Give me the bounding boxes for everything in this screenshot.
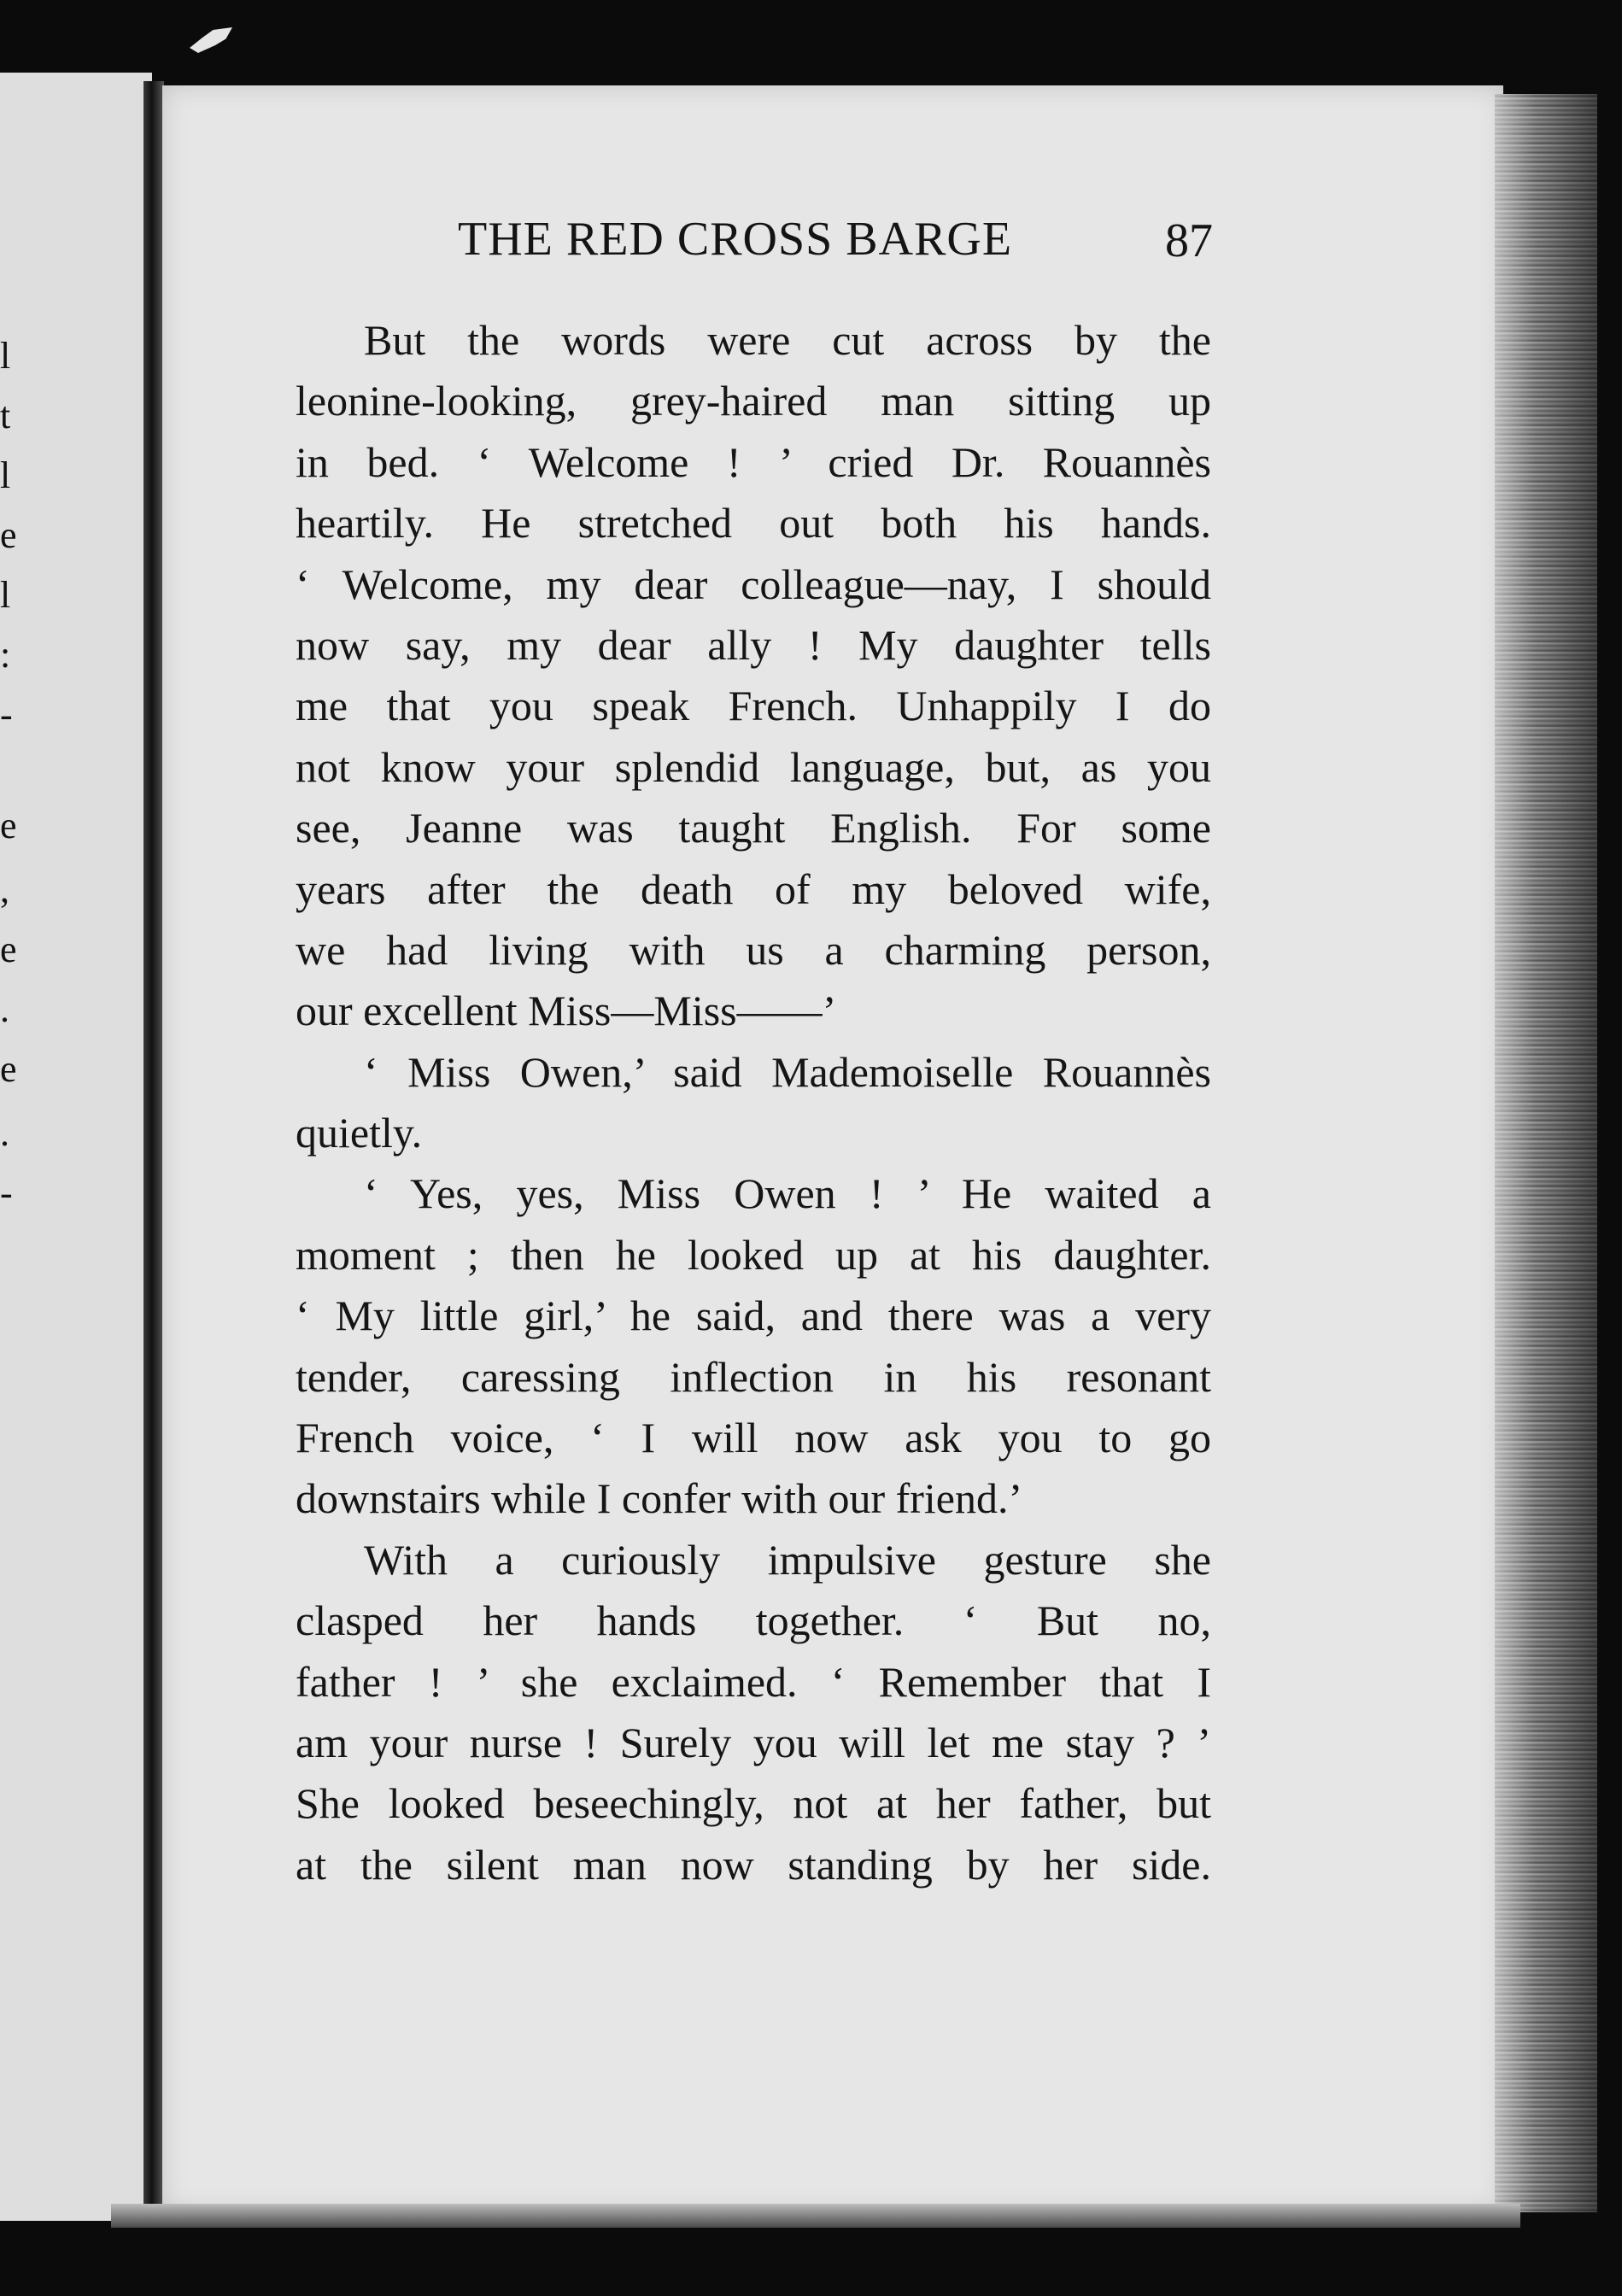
running-head [290, 212, 1213, 280]
text-line: With a curiously impulsive gesture she [364, 1535, 1211, 1584]
text-line: heartily. He stretched out both his hands. [296, 499, 1211, 548]
fragment: e [0, 928, 17, 970]
fragment: . [0, 1112, 9, 1154]
book-gutter [143, 81, 164, 2217]
fragment: l [0, 454, 11, 496]
body-text [296, 310, 1211, 1895]
fragment: - [0, 694, 13, 735]
text-line: in bed. ‘ Welcome ! ’ cried Dr. Rouannès [296, 437, 1211, 486]
text-line: not know your splendid language, but, as you [296, 742, 1211, 791]
text-line: moment ; then he looked up at his daughter. [296, 1230, 1211, 1279]
text-line: ‘ Yes, yes, Miss Owen ! ’ He waited a [364, 1169, 1211, 1218]
text-line: see, Jeanne was taught English. For some [296, 804, 1211, 852]
corner-artifact [190, 27, 232, 53]
fragment: l [0, 574, 11, 616]
text-line: at the silent man now standing by her side. [296, 1840, 1211, 1889]
text-line: years after the death of my beloved wife, [296, 864, 1211, 913]
text-line: am your nurse ! Surely you will let me stay ? ’ [296, 1718, 1211, 1766]
fragment: l [0, 335, 11, 377]
text-line: father ! ’ she exclaimed. ‘ Remember that I [296, 1657, 1211, 1706]
text-line: now say, my dear ally ! My daughter tells [296, 620, 1211, 669]
page-number: 87 [1165, 214, 1213, 267]
fragment: , [0, 869, 9, 911]
page-fore-edge-shade [1495, 94, 1597, 2212]
text-line: ‘ Miss Owen,’ said Mademoiselle Rouannès [364, 1047, 1211, 1096]
text-line: leonine-looking, grey-haired man sitting up [296, 377, 1211, 425]
text-line: ‘ Welcome, my dear colleague—nay, I should [296, 559, 1211, 608]
text-line: French voice, ‘ I will now ask you to go [296, 1414, 1211, 1462]
page-bottom-edge [111, 2204, 1520, 2228]
fragment: : [0, 634, 11, 676]
text-line: But the words were cut across by the [364, 316, 1211, 364]
fragment: t [0, 395, 11, 436]
previous-page-text-fragments [0, 73, 17, 2221]
text-line: tender, caressing inflection in his resonant [296, 1352, 1211, 1401]
fragment: . [0, 988, 9, 1030]
text-line: downstairs while I confer with our friend.’ [296, 1474, 1023, 1523]
fragment: - [0, 1172, 13, 1214]
text-line: clasped her hands together. ‘ But no, [296, 1596, 1211, 1645]
text-line: She looked beseechingly, not at her father, but [296, 1779, 1211, 1828]
fragment: e [0, 514, 17, 556]
fragment: e [0, 1048, 17, 1090]
running-title: THE RED CROSS BARGE [458, 213, 1013, 266]
text-line: quietly. [296, 1109, 423, 1157]
text-line: our excellent Miss—Miss——’ [296, 987, 837, 1035]
previous-page-edge [0, 73, 152, 2221]
text-line: me that you speak French. Unhappily I do [296, 682, 1211, 730]
text-line: we had living with us a charming person, [296, 925, 1211, 974]
fragment: e [0, 805, 17, 846]
text-line: ‘ My little girl,’ he said, and there was a very [296, 1292, 1211, 1340]
